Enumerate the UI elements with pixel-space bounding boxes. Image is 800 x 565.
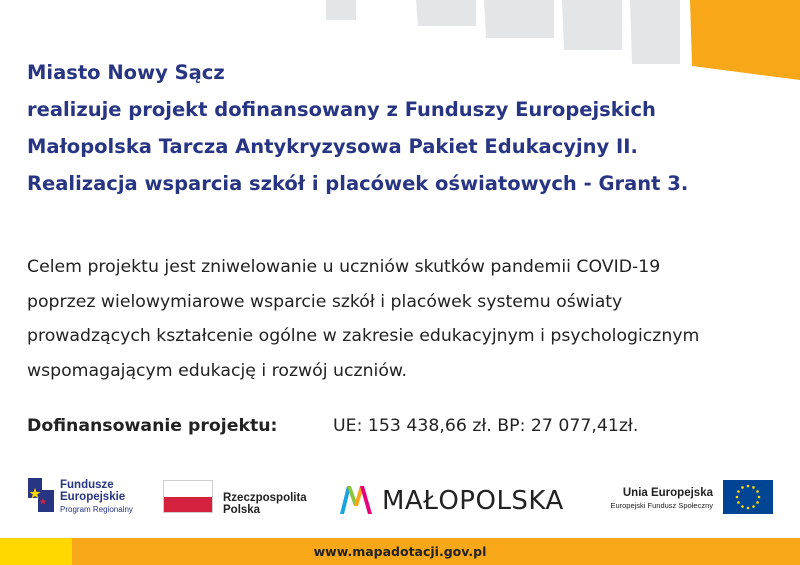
project-title bbox=[27, 54, 767, 202]
funding-value: UE: 153 438,66 zł. BP: 27 077,41zł. bbox=[333, 416, 639, 436]
footer-url-link[interactable]: www.mapadotacji.gov.pl bbox=[313, 544, 487, 559]
malopolska-wordmark: MAŁOPOLSKA bbox=[382, 486, 564, 516]
description-line: Celem projektu jest zniwelowanie u uczniów skutków pandemii COVID-19 bbox=[27, 257, 661, 277]
description-line: poprzez wielowymiarowe wsparcie szkół i placówek systemu oświaty bbox=[27, 291, 623, 312]
funding-label: Dofinansowanie projektu: bbox=[27, 416, 278, 436]
eu-star bbox=[752, 486, 755, 489]
rzeczpospolita-logo bbox=[163, 480, 313, 516]
fundusze-europejskie-logo bbox=[26, 476, 156, 518]
ue-line2: Europejski Fundusz Społeczny bbox=[610, 501, 713, 510]
title-line: Małopolska Tarcza Antykryzysowa Pakiet Edukacyjny II. bbox=[27, 135, 638, 158]
unia-europejska-logo bbox=[600, 480, 775, 516]
project-description bbox=[27, 250, 767, 388]
ue-line1: Unia Europejska bbox=[622, 487, 713, 499]
deco-block bbox=[484, 0, 554, 38]
fundusze-europejskie-mark-icon bbox=[26, 476, 56, 514]
eu-flag-icon bbox=[723, 480, 773, 514]
title-line: realizuje projekt dofinansowany z Funduszy Europejskich bbox=[27, 98, 656, 121]
eu-star bbox=[741, 486, 744, 489]
malopolska-logo bbox=[338, 482, 588, 518]
rzeczpospolita-line2: Polska bbox=[223, 504, 261, 516]
eu-star bbox=[737, 501, 740, 504]
rzeczpospolita-line1: Rzeczpospolita bbox=[223, 492, 307, 504]
deco-block bbox=[416, 0, 476, 26]
deco-block bbox=[326, 0, 356, 20]
eu-star bbox=[747, 485, 750, 488]
funding-row bbox=[27, 411, 767, 441]
fundusze-line1: Fundusze bbox=[60, 479, 114, 491]
eu-star bbox=[752, 505, 755, 508]
title-line: Miasto Nowy Sącz bbox=[27, 61, 225, 84]
eu-star bbox=[737, 490, 740, 493]
eu-star bbox=[756, 501, 759, 504]
fundusze-line3: Program Regionalny bbox=[60, 505, 133, 514]
malopolska-m-mark-icon bbox=[338, 482, 374, 516]
title-line: Realizacja wsparcia szkół i placówek oświatowych - Grant 3. bbox=[27, 172, 689, 195]
eu-star bbox=[736, 496, 739, 499]
polish-flag-icon bbox=[163, 480, 213, 513]
fundusze-line2: Europejskie bbox=[60, 491, 126, 503]
eu-star bbox=[756, 490, 759, 493]
eu-star bbox=[758, 496, 761, 499]
description-line: wspomagającym edukację i rozwój uczniów. bbox=[27, 360, 407, 381]
description-line: prowadzących kształcenie ogólne w zakresie edukacyjnym i psychologicznym bbox=[27, 326, 700, 346]
eu-star bbox=[741, 505, 744, 508]
eu-star bbox=[747, 507, 750, 510]
deco-block bbox=[562, 0, 622, 50]
logo-strip bbox=[0, 470, 800, 530]
